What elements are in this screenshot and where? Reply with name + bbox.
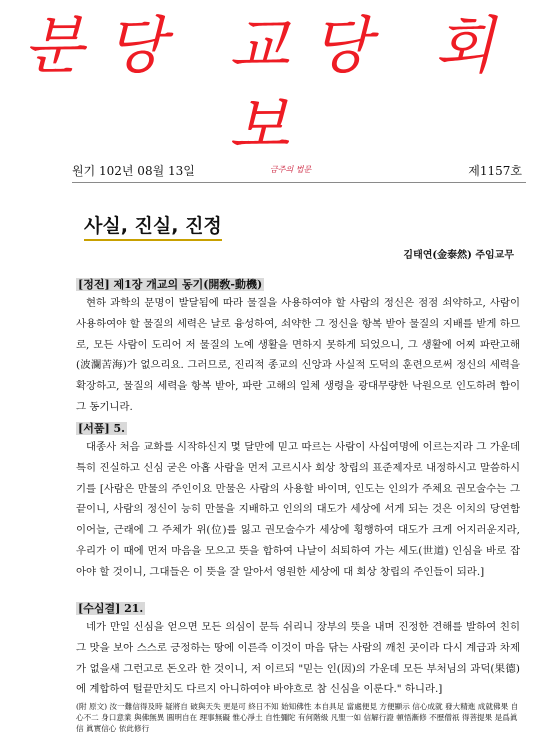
section-seopum	[76, 420, 520, 583]
article-title: 사실, 진실, 진정	[84, 214, 222, 241]
section-tag: [정전] 제1장 개교의 동기(開敎-動機)	[78, 278, 263, 291]
masthead-title: 분당 교당 회보	[23, 9, 517, 162]
section-heading	[76, 276, 520, 293]
issue-number: 제1157호	[468, 164, 522, 178]
section-body: 대종사 처음 교화를 시작하신지 몇 달만에 믿고 따르는 사람이 사십여명에 이르는지라 그 가운데 특히 진실하고 신심 굳은 아홉 사람을 먼저 고르시사 회상 창립의 표준제자로 내정하시고 말씀하시기를 [사람은 만물의 주인이요 만물은 사람의 사용할 바이며, 인도는 인의가 주체요 권모술수는 그 끝이니, 사람의 정신이 능히 만물을 지배하고 인의의 대도가 세상에 서게 되는 것은 이치의 당연함이어늘, 근래에 그 주체가 위(位)를 잃고 권모술수가 세상에 횡행하여 대도가 크게 어지러운지라, 우리가 이 때에 먼저 마음을 모으고 뜻을 합하여 나날이 쇠퇴하여 가는 세도(世道) 인심을 바로 잡아야 할 것이니, 그대들은 이 뜻을 잘 알아서 영원한 세상에 대 회상 창립의 주인들이 되라.]	[76, 441, 520, 578]
issue-date: 원기 102년 08월 13일	[72, 164, 195, 178]
original-text-note: (附 原文) 汝一難信得及時 疑將自 破與天失 更是可 終日不知 始知佛性 本自具足 當處便見 方便顯示 信心成就 發大精進 成就佛果 自心不二 身口意業 與佛無異 圓明自在 理事無礙 惟心淨土 自性彌陀 有何階級 凡聖一如 信解行證 頓悟漸修 不歷僧祇 得菩提果 是爲眞信 眞實信心 依此修行	[76, 702, 519, 734]
section-heading	[76, 600, 520, 617]
section-jeongjeon	[76, 276, 520, 418]
weekly-dharma-logo: 금주의 법문	[270, 165, 312, 174]
section-tag: [수심결] 21.	[78, 602, 144, 615]
section-body: 네가 만일 신심을 얻으면 모든 의심이 문득 쉬리니 장부의 뜻을 내며 진정한 견해를 발하여 친히 그 맛을 보아 스스로 긍정하는 땅에 이른즉 이것이 마음 닦는 사람의 깨친 곳이라 다시 계급과 차제가 없을새 그런고로 돈오라 한 것이니, 저 이르되 "믿는 인(因)의 가운데 모든 부처님의 과덕(果德)에 계합하여 털끝만치도 다르지 아니하여야 바야흐로 참 신심을 이룬다." 하니라.]	[76, 621, 520, 696]
issue-bar	[72, 162, 526, 183]
section-tag: [서품] 5.	[78, 422, 125, 435]
article-byline: 김태연(金泰然) 주임교무	[403, 250, 514, 261]
section-susimgyeol	[76, 600, 520, 734]
masthead	[0, 0, 540, 162]
section-body: 현하 과학의 문명이 발달됨에 따라 물질을 사용하여야 할 사람의 정신은 점점 쇠약하고, 사람이 사용하여야 할 물질의 세력은 날로 융성하여, 쇠약한 그 정신을 항복 받아 물질의 지배를 받게 하므로, 모든 사람이 도리어 저 물질의 노예 생활을 면하지 못하게 되었으니, 그 생활에 어찌 파란고해(波瀾苦海)가 없으리요. 그러므로, 진리적 종교의 신앙과 사실적 도덕의 훈련으로써 정신의 세력을 확장하고, 물질의 세력을 항복 받아, 파란 고해의 일체 생령을 광대무량한 낙원으로 인도하려 함이 그 동기니라.	[76, 297, 520, 413]
section-heading	[76, 420, 520, 437]
